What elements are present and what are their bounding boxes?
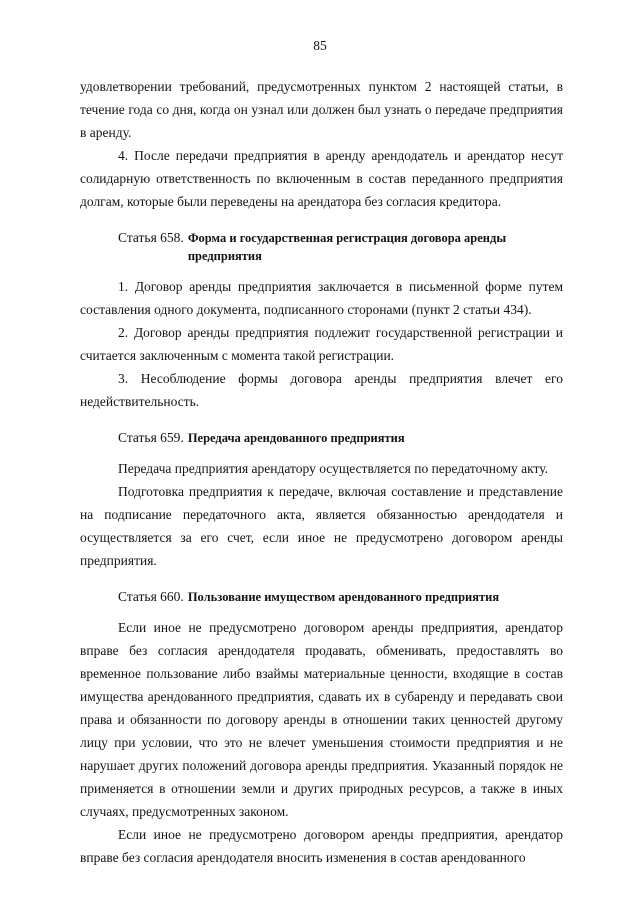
article-heading-659 <box>80 429 563 447</box>
paragraph: 3. Несоблюдение формы договора аренды предприятия влечет его недействительность. <box>80 371 563 409</box>
article-title: Пользование имуществом арендованного предприятия <box>187 590 500 604</box>
paragraph: 1. Договор аренды предприятия заключается в письменной форме путем составления одного документа, подписанного сторонами (пункт 2 статьи 434). <box>80 279 563 317</box>
page-number: 85 <box>313 38 327 53</box>
article-heading-660 <box>80 588 563 606</box>
paragraph: удовлетворении требований, предусмотренных пунктом 2 настоящей статьи, в течение года со дня, когда он узнал или должен был узнать о передаче предприятия в аренду. <box>80 79 563 140</box>
paragraph: 2. Договор аренды предприятия подлежит государственной регистрации и считается заключенным с момента такой регистрации. <box>80 325 563 363</box>
article-title: Форма и государственная регистрация договора аренды предприятия <box>187 231 507 263</box>
paragraph: Если иное не предусмотрено договором аренды предприятия, арендатор вправе без согласия арендодателя продавать, обменивать, предоставлять во временное пользование либо взаймы материальные ценности, входящие в состав имущества арендованного предприятия, сдавать их в субаренду и передавать свои права и обязанности по договору аренды в отношении таких ценностей другому лицу при условии, что это не влечет уменьшения стоимости предприятия и не нарушает других положений договора аренды предприятия. Указанный порядок не применяется в отношении земли и других природных ресурсов, а также в иных случаях, предусмотренных законом. <box>80 620 563 819</box>
article-number: Статья 659. <box>118 430 184 445</box>
article-number: Статья 660. <box>118 589 184 604</box>
paragraph: Подготовка предприятия к передаче, включая составление и представление на подписание передаточного акта, является обязанностью арендодателя и осуществляется за его счет, если иное не предусмотрено договором аренды предприятия. <box>80 484 563 568</box>
paragraph: Передача предприятия арендатору осуществляется по передаточному акту. <box>118 461 549 476</box>
paragraph: Если иное не предусмотрено договором аренды предприятия, арендатор вправе без согласия арендодателя вносить изменения в состав арендованного <box>80 827 563 865</box>
paragraph: 4. После передачи предприятия в аренду арендодатель и арендатор несут солидарную ответственность по включенным в состав переданного предприятия долгам, которые были переведены на арендатора без согласия кредитора. <box>80 148 563 209</box>
article-number: Статья 658. <box>118 230 184 245</box>
article-title: Передача арендованного предприятия <box>187 431 405 445</box>
document-body <box>80 75 563 869</box>
article-heading-658 <box>80 229 563 265</box>
